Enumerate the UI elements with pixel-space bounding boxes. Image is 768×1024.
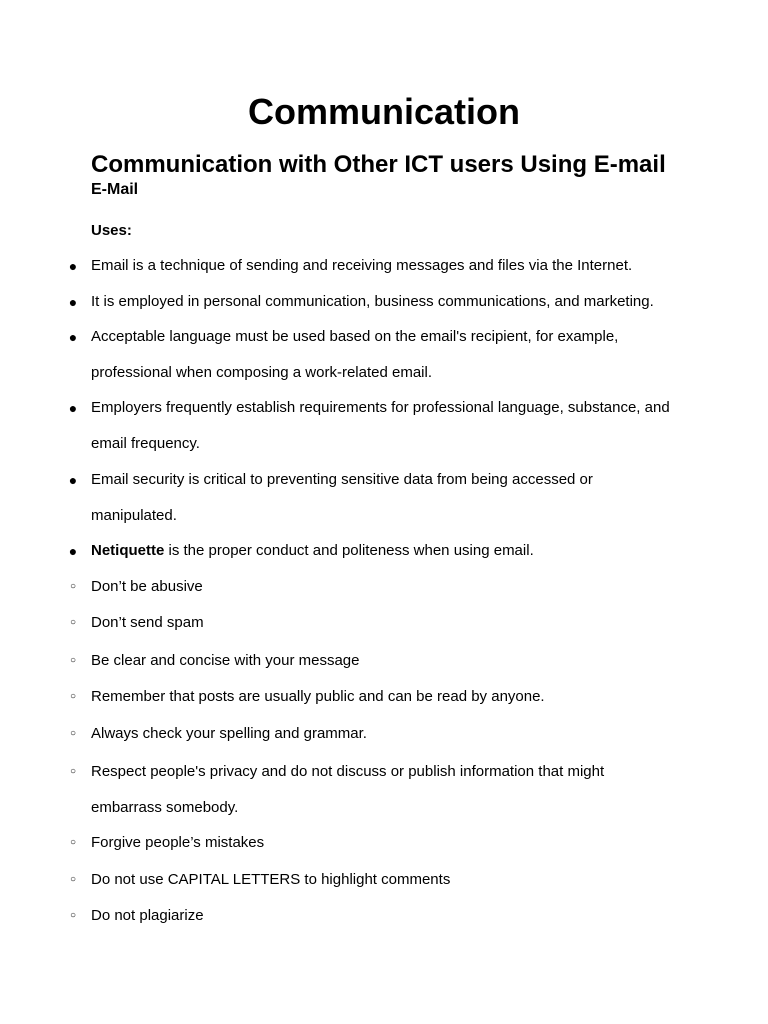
bullet-circle-icon: ○ [69, 874, 77, 885]
list-item-text-line: professional when composing a work-related email. [91, 364, 433, 381]
bullet-circle-icon: ○ [69, 910, 77, 921]
list-item-text-line: email frequency. [91, 435, 200, 452]
bullet-circle-icon: ○ [69, 766, 77, 777]
bullet-circle-icon: ○ [69, 837, 77, 848]
sub-list-item-text-line: Respect people's privacy and do not discuss or publish information that might [91, 763, 605, 780]
sub-list-item [69, 605, 691, 641]
bullet-dot-icon: ● [68, 294, 78, 310]
sub-list-item-text: Do not use CAPITAL LETTERS to highlight comments [91, 871, 451, 888]
sub-list-item [69, 569, 691, 605]
sub-list-item-text: Don’t send spam [91, 614, 204, 631]
bullet-dot-icon: ● [68, 258, 78, 274]
list-item-text-line: manipulated. [91, 507, 177, 524]
sub-list-item [69, 679, 691, 715]
list-item-text: It is employed in personal communication, business communications, and marketing. [91, 293, 654, 310]
list-item-text-line: Email security is critical to preventing sensitive data from being accessed or [91, 471, 593, 488]
sub-list-item [69, 898, 691, 934]
bullet-circle-icon: ○ [69, 691, 77, 702]
sub-list-item [69, 754, 691, 826]
bullet-dot-icon: ● [68, 400, 78, 416]
list-item [68, 533, 691, 569]
page-title: Communication [247, 91, 520, 132]
bullet-circle-icon: ○ [69, 728, 77, 739]
sub-list-item-text: Forgive people’s mistakes [91, 834, 265, 851]
sub-list-item-text: Remember that posts are usually public and can be read by anyone. [91, 688, 545, 705]
uses-label: Uses: [91, 222, 132, 239]
subsection-heading: E-Mail [91, 181, 139, 198]
list-item [68, 248, 691, 284]
list-item-text: Email is a technique of sending and receiving messages and files via the Internet. [91, 257, 633, 274]
bullet-dot-icon: ● [68, 329, 78, 345]
sub-list-item-text: Be clear and concise with your message [91, 652, 360, 669]
list-item-text-line: Employers frequently establish requirements for professional language, substance, and [91, 399, 670, 416]
bullet-circle-icon: ○ [69, 617, 77, 628]
bullet-dot-icon: ● [68, 472, 78, 488]
sub-list-item-text: Always check your spelling and grammar. [91, 725, 367, 742]
bullet-circle-icon: ○ [69, 581, 77, 592]
sub-list-item [69, 825, 691, 861]
netiquette-term: Netiquette [91, 542, 165, 559]
list-item [68, 390, 691, 462]
list-item-text: is the proper conduct and politeness when using email. [164, 542, 534, 559]
list-item-text-line: Acceptable language must be used based on the email's recipient, for example, [91, 328, 619, 345]
bullet-circle-icon: ○ [69, 655, 77, 666]
sub-list-item-text-line: embarrass somebody. [91, 799, 239, 816]
list-item [68, 462, 691, 534]
sub-list-item [69, 716, 691, 752]
section-heading: Communication with Other ICT users Using E-mail [91, 151, 666, 178]
sub-list-item [69, 643, 691, 679]
list-item [68, 284, 691, 320]
sub-list-item-text: Do not plagiarize [91, 907, 204, 924]
sub-list-item [69, 862, 691, 898]
bullet-dot-icon: ● [68, 543, 78, 559]
sub-list-item-text: Don’t be abusive [91, 578, 203, 595]
list-item [68, 319, 691, 391]
